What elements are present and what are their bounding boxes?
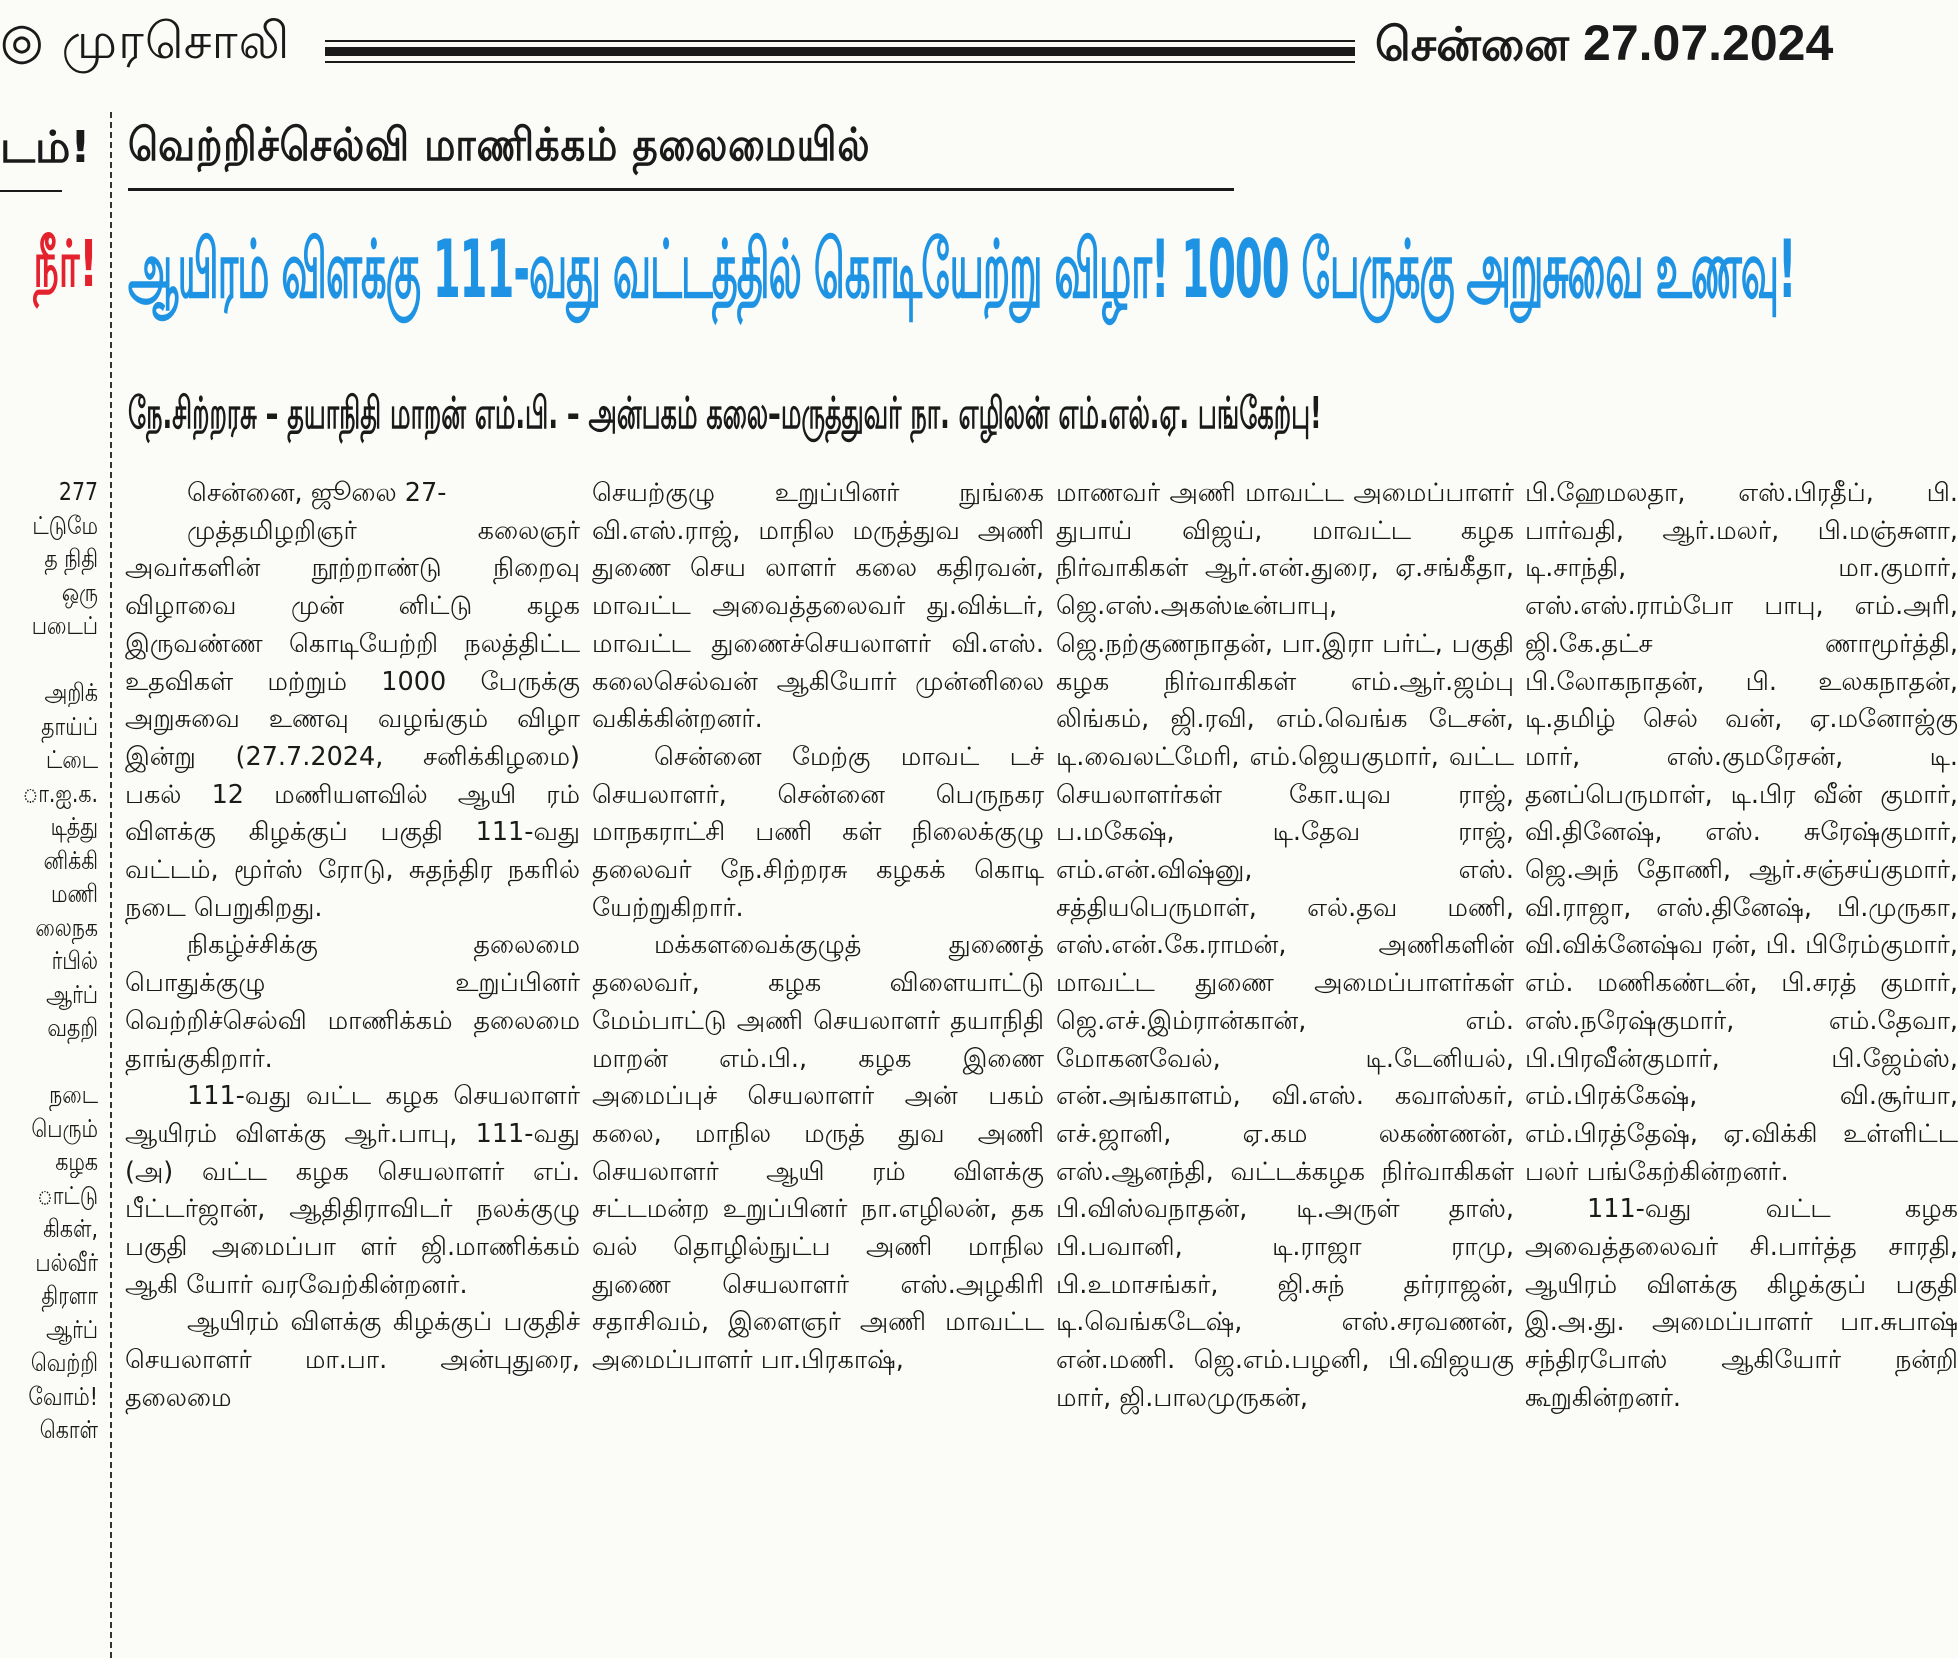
masthead-rule xyxy=(325,47,1355,56)
text-fragment: னிக்கி xyxy=(43,845,98,875)
article-headline xyxy=(128,218,1958,322)
kicker-underline xyxy=(128,188,1234,191)
newspaper-logo: ◎ முரசொலி xyxy=(0,12,291,70)
article-column-2 xyxy=(592,475,1044,1658)
text-fragment: வதறி xyxy=(47,1013,98,1042)
paragraph: செயற்குழு உறுப்பினர் நுங்கை வி.எஸ்.ராஜ், மாநில மருத்துவ அணி துணை செய லாளர் கலை கதிரவன், மாவட்ட அவைத்தலைவர் து.விக்டர், மாவட்ட துணைச்செயலாளர் வி.எஸ். கலைசெல்வன் ஆகியோர் முன்னிலை வகிக்கின்றனர். xyxy=(592,478,1044,735)
text-fragment: மணி xyxy=(51,879,98,908)
text-fragment: படைப் xyxy=(31,611,99,640)
masthead xyxy=(0,0,1958,100)
text-fragment: கொள் xyxy=(39,1415,98,1444)
subheadline-text: நே.சிற்றரசு – தயாநிதி மாறன் எம்.பி. – அன்பகம் கலை–மருத்துவர் நா. எழிலன் எம்.எல்.ஏ. பங்கேற்பு! xyxy=(128,388,1322,439)
text-fragment: லைநக xyxy=(35,912,98,942)
text-fragment: வோம்! xyxy=(28,1381,98,1411)
article-column-1 xyxy=(125,475,580,1658)
text-fragment: தாய்ப் xyxy=(41,711,98,741)
column-divider xyxy=(110,112,112,1658)
text-fragment: ஒரு xyxy=(61,577,98,607)
edition-city: சென்னை xyxy=(1375,17,1570,71)
adjacent-red-headline-fragment: நீர்! xyxy=(33,228,98,302)
headline-text: ஆயிரம் விளக்கு 111-வது வட்டத்தில் கொடியேற்று விழா! 1000 பேருக்கு அறுசுவை உணவு! xyxy=(128,223,1796,316)
divider xyxy=(0,190,62,192)
paragraph: சென்னை, ஜூலை 27- xyxy=(187,478,447,508)
edition-info xyxy=(1375,14,1833,78)
text-fragment: நடை xyxy=(49,1080,98,1109)
paragraph: மக்களவைக்குழுத் துணைத் தலைவர், கழக விளையாட்டு மேம்பாட்டு அணி செயலாளர் தயாநிதி மாறன் எம்.பி., கழக இணை அமைப்புச் செயலாளர் அன் பகம் கலை, மாநில மருத் துவ அணி செயலாளர் ஆயி ரம் விளக்கு சட்டமன்ற உறுப்பினர் நா.எழிலன், தக வல் தொழில்நுட்ப அணி மாநில துணை செயலாளர் எஸ்.அழகிரி சதாசிவம், இளைஞர் அணி மாவட்ட அமைப்பாளர் பா.பிரகாஷ், xyxy=(592,930,1044,1376)
paragraph: சென்னை மேற்கு மாவட் டச் செயலாளர், சென்னை பெருநகர மாநகராட்சி பணி கள் நிலைக்குழு தலைவர் நே.சிற்றரசு கழகக் கொடி யேற்றுகிறார். xyxy=(592,741,1044,923)
adjacent-article-fragment xyxy=(0,100,108,1658)
masthead-rule xyxy=(325,40,1355,42)
article-body xyxy=(125,475,1958,1658)
text-fragment xyxy=(23,1045,98,1079)
article-kicker: வெற்றிச்செல்வி மாணிக்கம் தலைமையில் xyxy=(128,118,871,171)
text-fragment: ஆர்ப் xyxy=(46,979,98,1009)
paragraph: நிகழ்ச்சிக்கு தலைமை பொதுக்குழு உறுப்பினர் வெற்றிச்செல்வி மாணிக்கம் தலைமை தாங்குகிறார். xyxy=(125,930,580,1074)
text-fragment: ட்டை xyxy=(45,745,98,774)
paragraph: பி.ஹேமலதா, எஸ்.பிரதீப், பி. பார்வதி, ஆர்.மலர், பி.மஞ்சுளா, டி.சாந்தி, மா.குமார், எஸ்.எஸ்.ராம்போ பாபு, எம்.அரி, ஜி.கே.தட்ச ணாமூர்த்தி, பி.லோகநாதன், பி. உலகநாதன், டி.தமிழ் செல் வன், ஏ.மனோஜ்கு மார், எஸ்.குமரேசன், டி. தனப்பெருமாள், டி.பிர வீன் குமார், வி.தினேஷ், எஸ். சுரேஷ்குமார், ஜெ.அந் தோணி, ஆர்.சஞ்சய்குமார், வி.ராஜா, எஸ்.தினேஷ், பி.முருகா, வி.விக்னேஷ்வ ரன், பி. பிரேம்குமார், எம். மணிகண்டன், பி.சரத் குமார், எஸ்.நரேஷ்குமார், எம்.தேவா, பி.பிரவீன்குமார், பி.ஜேம்ஸ், எம்.பிரக்கேஷ், வி.சூர்யா, எம்.பிரத்தேஷ், ஏ.விக்கி உள்ளிட்ட பலர் பங்கேற்கின்றனர். xyxy=(1525,478,1958,1187)
text-fragment: ர்பில் xyxy=(51,946,98,975)
adjacent-text-fragments xyxy=(6,475,98,1447)
text-fragment: ா.ஐ.க. xyxy=(22,778,98,808)
text-fragment: அறிக் xyxy=(44,678,98,707)
text-fragment: திரளா xyxy=(41,1281,98,1310)
text-fragment: ாட்டு xyxy=(37,1180,98,1210)
text-fragment: ஆர்ப் xyxy=(46,1314,98,1344)
article-subheadline xyxy=(128,384,1958,444)
text-fragment: த நிதி xyxy=(44,544,98,573)
paragraph: 111-வது வட்ட கழக அவைத்தலைவர் சி.பார்த்த சாரதி, ஆயிரம் விளக்கு கிழக்குப் பகுதி இ.அ.து. அமைப்பாளர் பா.சுபாஷ் சந்திரபோஸ் ஆகியோர் நன்றி கூறுகின்றனர். xyxy=(1525,1194,1958,1413)
text-fragment: கழக xyxy=(55,1147,98,1176)
paragraph: ஆயிரம் விளக்கு கிழக்குப் பகுதிச் செயலாளர் மா.பா. அன்புதுரை, தலைமை xyxy=(125,1307,580,1413)
text-fragment: டித்து xyxy=(50,812,98,841)
text-fragment: பல்வீர் xyxy=(35,1247,98,1277)
text-fragment xyxy=(23,643,98,677)
text-fragment: பெரும் xyxy=(31,1113,98,1143)
paragraph: 111-வது வட்ட கழக செயலாளர் ஆயிரம் விளக்கு ஆர்.பாபு, 111-வது (அ) வட்ட கழக செயலாளர் எப். பீட்டர்ஜான், ஆதிதிராவிடர் நலக்குழு பகுதி அமைப்பா ளர் ஜி.மாணிக்கம் ஆகி யோர் வரவேற்கின்றனர். xyxy=(125,1081,580,1300)
paragraph: மாணவர் அணி மாவட்ட அமைப்பாளர் துபாய் விஜய், மாவட்ட கழக நிர்வாகிகள் ஆர்.என்.துரை, ஏ.சங்கீதா, ஜெ.எஸ்.அகஸ்டீன்பாபு, ஜெ.நற்குணநாதன், பா.இரா பர்ட், பகுதி கழக நிர்வாகிகள் எம்.ஆர்.ஜம்பு லிங்கம், ஜி.ரவி, எம்.வெங்க டேசன், டி.வைலட்மேரி, எம்.ஜெயகுமார், வட்ட செயலாளர்கள் கோ.யுவ ராஜ், ப.மகேஷ், டி.தேவ ராஜ், எம்.என்.விஷ்னு, எஸ். சத்தியபெருமாள், எல்.தவ மணி, எஸ்.என்.கே.ராமன், அணிகளின் மாவட்ட துணை அமைப்பாளர்கள் ஜெ.எச்.இம்ரான்கான், எம். மோகனவேல், டி.டேனியல், என்.அங்காளம், வி.எஸ். கவாஸ்கர், எச்.ஜானி, ஏ.கம லகண்ணன், எஸ்.ஆனந்தி, வட்டக்கழக நிர்வாகிகள் பி.விஸ்வநாதன், டி.அருள் தாஸ், பி.பவானி, டி.ராஜா ராமு, பி.உமாசங்கர், ஜி.சுந் தர்ராஜன், டி.வெங்கடேஷ், எஸ்.சரவணன், என்.மணி. ஜெ.எம்.பழனி, பி.விஜயகு மார், ஜி.பாலமுருகன், xyxy=(1056,478,1514,1413)
paragraph: முத்தமிழறிஞர் கலைஞர் அவர்களின் நூற்றாண்டு நிறைவு விழாவை முன் னிட்டு கழக இருவண்ண கொடியேற்றி நலத்திட்ட உதவிகள் மற்றும் 1000 பேருக்கு அறுசுவை உணவு வழங்கும் விழா இன்று (27.7.2024, சனிக்கிழமை) பகல் 12 மணியளவில் ஆயி ரம் விளக்கு கிழக்குப் பகுதி 111-வது வட்டம், மூர்ஸ் ரோடு, சுதந்திர நகரில் நடை பெறுகிறது. xyxy=(125,515,580,923)
text-fragment: 277 xyxy=(58,477,98,506)
article-column-4 xyxy=(1525,475,1958,1658)
masthead-rule xyxy=(325,61,1355,63)
text-fragment: ட்டுமே xyxy=(32,510,99,540)
article-column-3 xyxy=(1056,475,1514,1658)
adjacent-headline-fragment: டம்! xyxy=(0,122,91,173)
text-fragment: வெற்றி xyxy=(30,1348,98,1377)
text-fragment: கிகள், xyxy=(43,1214,98,1243)
edition-date: 27.07.2024 xyxy=(1583,15,1834,71)
